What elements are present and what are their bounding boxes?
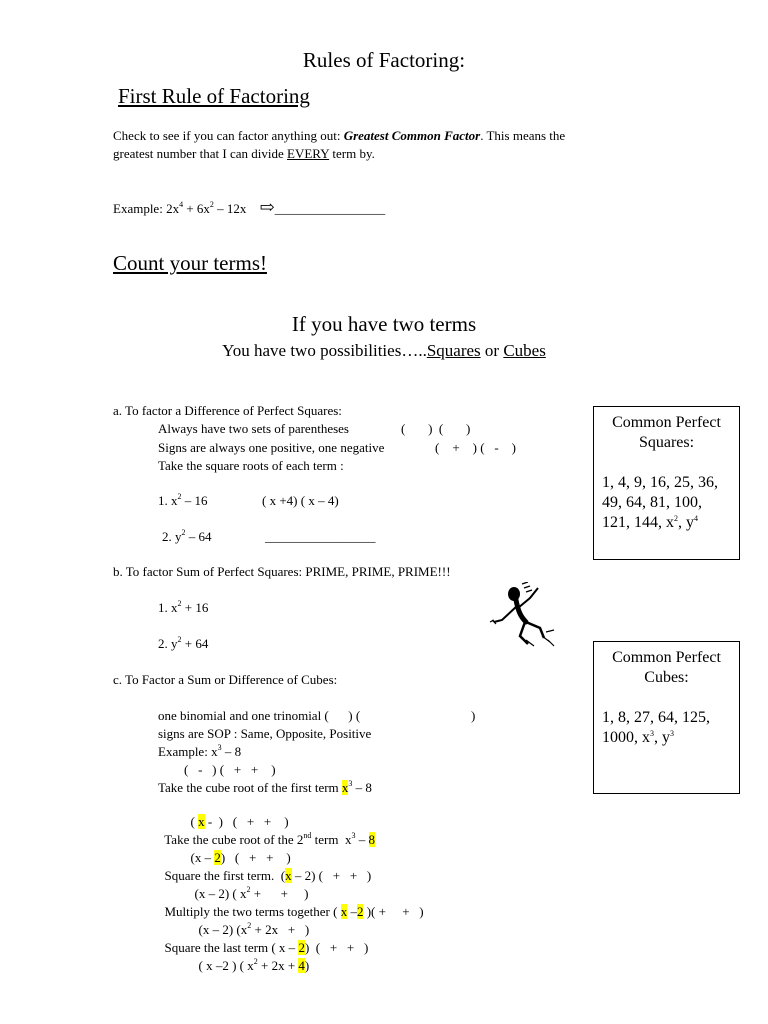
section-c-step5-result: ( x –2 ) ( $x^2 + 2x + 4$) [198,957,310,973]
section-a-line1: Always have two sets of parentheses ( ) ( ) [158,421,471,436]
section-a-example2-blank: _________________ [265,529,376,544]
section-a-example2: 2. $y^2 - 64$ [162,528,212,544]
section-c-title: c. To Factor a Sum or Difference of Cubes: [113,672,338,687]
squares-box-title1: Common Perfect [612,414,721,431]
section-c-step1-result: ( x - ) ( + + ) [190,814,289,829]
section-c-example: Example: $x^3 - 8$ [158,743,242,759]
section-b-example1: 1. $x^2 + 16$ [158,599,209,615]
squares-box-title2: Squares: [638,434,695,451]
gcf-text-line1: Check to see if you can factor anything out: Greatest Common Factor. This means the [113,128,566,143]
answer-blank: _________________ [274,201,386,216]
section-c-line1-close: ) [471,708,476,723]
section-a-example1: 1. $x^2 - 16$ [158,492,208,508]
section-c-step4-result: (x – 2) ($x^2 + 2x$ + ) [198,921,310,937]
cubes-box-title2: Cubes: [644,669,689,686]
section-a-line3: Take the square roots of each term : [158,458,344,473]
section-c-line1: one binomial and one trinomial ( ) ( [158,708,361,723]
first-rule-heading: First Rule of Factoring [118,84,310,108]
section-c-step3: Square the first term. (x – 2) ( + + ) [164,868,372,883]
squares-list-line3: 121, 144, $x^2$, $y^4$ [602,514,698,531]
section-c-step2-result: (x – 2) ( + + ) [190,850,291,865]
perfect-squares-box [593,406,740,560]
section-b-example2: 2. $y^2 + 64$ [158,635,209,651]
count-terms-heading: Count your terms! [113,251,267,275]
two-terms-subheading: You have two possibilities…..Squares or Cubes [222,341,546,360]
section-c-line2: signs are SOP : Same, Opposite, Positive [158,726,372,741]
section-b-title: b. To factor Sum of Perfect Squares: PRIME, PRIME, PRIME!!! [113,564,451,579]
cubes-box-title1: Common Perfect [612,649,721,666]
cubes-list-line1: 1, 8, 27, 64, 125, [602,709,710,726]
section-a-example1-answer: ( x +4) ( x – 4) [262,493,339,508]
page-title: Rules of Factoring: [302,48,466,72]
arrow-icon: ⇨ [259,197,275,217]
section-c-step1: Take the cube root of the first term $x^3 - 8$ [158,779,372,795]
section-a-title: a. To factor a Difference of Perfect Squares: [113,403,342,418]
perfect-cubes-box [593,641,740,794]
section-c-step5: Square the last term ( x – 2) ( + + ) [164,940,369,955]
section-c-step4: Multiply the two terms together ( x –2 )( + + ) [164,904,424,919]
squares-list-line2: 49, 64, 81, 100, [602,494,702,511]
cubes-list-line2: 1000, $x^3$, $y^3$ [602,729,674,746]
gcf-example: Example: $2x^4 + 6x^2 - 12x$ ⇨_________________ [113,197,386,217]
section-a-line2: Signs are always one positive, one negative ( + ) ( - ) [158,440,516,455]
squares-list-line1: 1, 4, 9, 16, 25, 36, [602,474,718,491]
section-c-step2: Take the cube root of the 2nd term $x^3 - 8$ [164,831,375,847]
two-terms-heading: If you have two terms [291,312,477,336]
section-c-step3-result: (x – 2) ( $x^2$ + + ) [194,885,309,901]
dancing-stick-figure-icon [488,582,560,652]
section-c-step0: ( - ) ( + + ) [184,762,276,777]
gcf-text-line2: greatest number that I can divide EVERY term by. [113,146,375,161]
